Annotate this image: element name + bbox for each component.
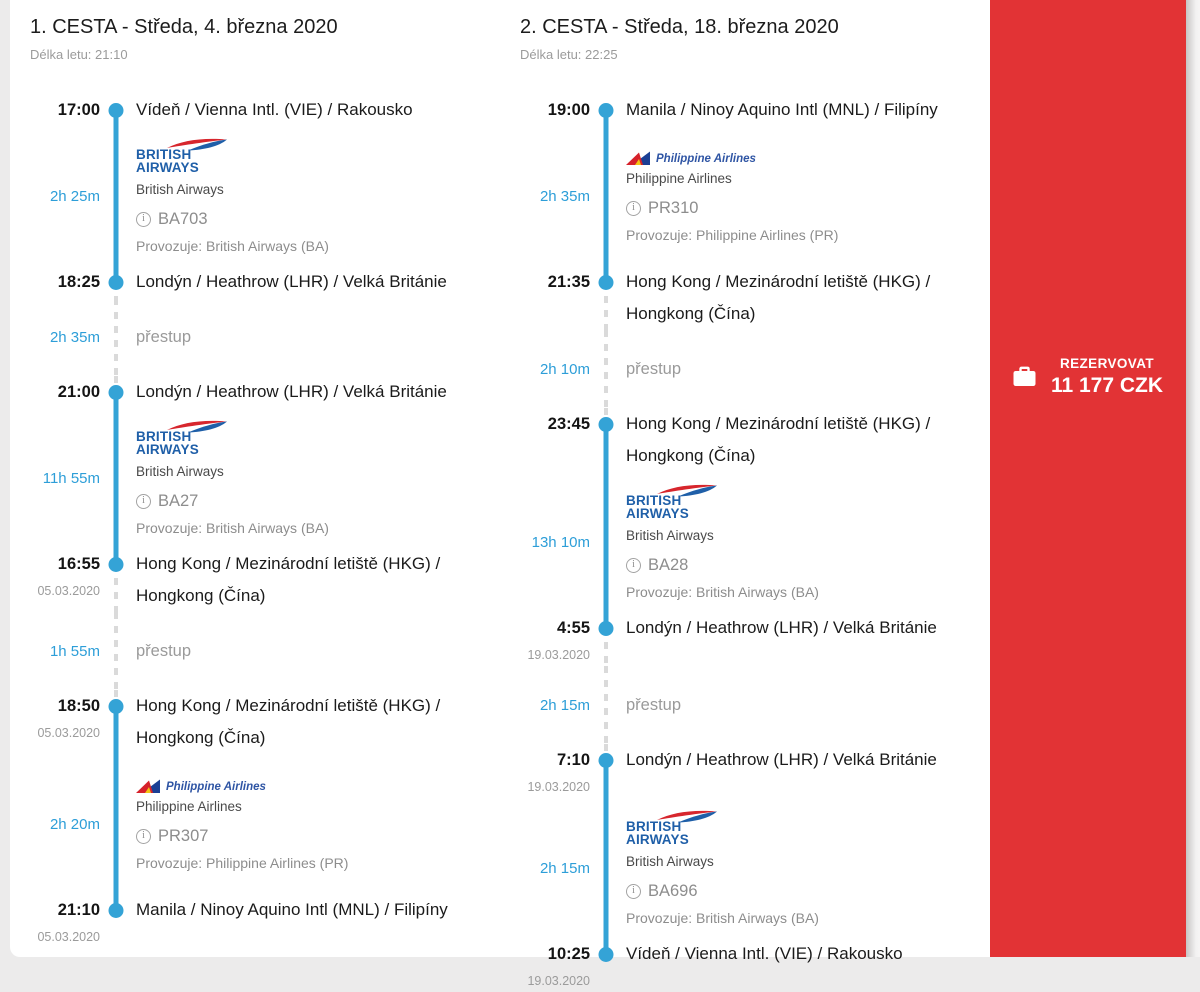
info-icon[interactable]: i (136, 494, 151, 509)
timeline-station-row (520, 744, 980, 798)
timeline-dot (109, 699, 124, 714)
flight-operator: Provozuje: Philippine Airlines (PR) (626, 226, 839, 243)
timeline-station-row (520, 938, 980, 992)
airline-name: British Airways (136, 181, 224, 197)
flight-duration: 13h 10m (531, 533, 590, 551)
flight-segment-row (520, 472, 980, 612)
station-name: Londýn / Heathrow (LHR) / Velká Británie (136, 272, 447, 291)
flight-segment-row (30, 126, 490, 266)
station-date: 19.03.2020 (527, 780, 590, 794)
flight-duration: 11h 55m (42, 469, 100, 487)
timeline-dot (599, 947, 614, 962)
timeline-station-row (520, 266, 980, 330)
station-time: 17:00 (57, 101, 100, 119)
info-icon[interactable]: i (626, 884, 641, 899)
timeline (30, 94, 490, 948)
station-date: 19.03.2020 (527, 648, 590, 662)
station-time: 21:10 (57, 901, 100, 919)
station-date: 05.03.2020 (37, 584, 100, 598)
british-airways-logo-icon: BRITISH AIRWAYS (136, 137, 246, 177)
transfer-row (520, 330, 980, 408)
station-time: 19:00 (547, 101, 590, 119)
timeline-station-row (30, 548, 490, 612)
station-time: 21:35 (547, 273, 590, 291)
flight-segment-row (520, 126, 980, 266)
station-time: 18:50 (57, 697, 100, 715)
journey-title: 1. CESTA - Středa, 4. března 2020 (30, 16, 338, 38)
timeline-dot (599, 103, 614, 118)
transfer-row (520, 666, 980, 744)
flight-number: BA28 (648, 555, 689, 574)
transfer-label: přestup (136, 641, 192, 660)
timeline-station-row (30, 376, 490, 408)
station-date: 19.03.2020 (527, 974, 590, 988)
timeline-dot (599, 753, 614, 768)
timeline-dot (599, 417, 614, 432)
station-name: Manila / Ninoy Aquino Intl (MNL) / Filipíny (626, 100, 938, 119)
flight-duration: 2h 20m (49, 815, 100, 833)
station-name: Hong Kong / Mezinárodní letiště (HKG) / Hongkong (Čína) (626, 414, 931, 465)
flight-operator: Provozuje: British Airways (BA) (136, 237, 329, 254)
flight-operator: Provozuje: British Airways (BA) (136, 519, 329, 536)
station-time: 23:45 (547, 415, 590, 433)
journey-total-duration: Délka letu: 22:25 (520, 47, 618, 62)
philippine-airlines-logo-icon: Philippine Airlines (136, 776, 490, 794)
flight-segment-row (520, 798, 980, 938)
timeline-dot (599, 621, 614, 636)
flight-duration: 2h 35m (539, 187, 590, 205)
timeline (520, 94, 980, 992)
station-time: 10:25 (547, 945, 590, 963)
transfer-label: přestup (136, 327, 192, 346)
timeline-station-row (30, 690, 490, 754)
british-airways-logo-icon: BRITISH AIRWAYS (626, 483, 736, 523)
info-icon[interactable]: i (626, 558, 641, 573)
airline-name: Philippine Airlines (136, 798, 242, 814)
transfer-row (30, 298, 490, 376)
transfer-duration: 1h 55m (49, 642, 100, 660)
station-date: 05.03.2020 (37, 930, 100, 944)
station-date: 05.03.2020 (37, 726, 100, 740)
flight-number: BA696 (648, 881, 698, 900)
timeline-station-row (30, 894, 490, 948)
station-name: Hong Kong / Mezinárodní letiště (HKG) / Hongkong (Čína) (626, 272, 931, 323)
timeline-station-row (30, 94, 490, 126)
flight-number: BA703 (158, 209, 208, 228)
station-name: Londýn / Heathrow (LHR) / Velká Británie (626, 750, 937, 769)
transfer-duration: 2h 35m (49, 328, 100, 346)
british-airways-logo-icon: BRITISH AIRWAYS (626, 809, 736, 849)
timeline-station-row (520, 612, 980, 666)
flight-duration: 2h 15m (539, 859, 590, 877)
station-time: 18:25 (57, 273, 100, 291)
journey-total-duration: Délka letu: 21:10 (30, 47, 128, 62)
flight-number: PR310 (648, 198, 699, 217)
page-edge-shadow (1186, 0, 1200, 957)
philippine-airlines-logo-icon: Philippine Airlines (626, 148, 980, 166)
briefcase-icon (1013, 367, 1036, 387)
timeline-station-row (30, 266, 490, 298)
timeline-dot (109, 103, 124, 118)
airline-name: British Airways (626, 853, 714, 869)
flight-operator: Provozuje: British Airways (BA) (626, 909, 819, 926)
journeys (30, 14, 980, 988)
itinerary-card (10, 0, 990, 988)
station-time: 7:10 (556, 751, 590, 769)
info-icon[interactable]: i (136, 212, 151, 227)
airline-name: British Airways (136, 463, 224, 479)
station-name: Vídeň / Vienna Intl. (VIE) / Rakousko (626, 944, 903, 963)
timeline-dot (109, 903, 124, 918)
timeline-dot (109, 275, 124, 290)
timeline-dot (109, 557, 124, 572)
station-time: 21:00 (57, 383, 100, 401)
flight-segment-row (30, 754, 490, 894)
booking-price: 11 177 CZK (1050, 374, 1164, 397)
transfer-label: přestup (626, 695, 682, 714)
airline-name: British Airways (626, 527, 714, 543)
station-name: Hong Kong / Mezinárodní letiště (HKG) / Hongkong (Čína) (136, 696, 441, 747)
station-time: 16:55 (57, 555, 100, 573)
info-icon[interactable]: i (626, 201, 641, 216)
journey-title: 2. CESTA - Středa, 18. března 2020 (520, 16, 839, 38)
booking-inner (990, 355, 1186, 399)
transfer-row (30, 612, 490, 690)
station-name: Londýn / Heathrow (LHR) / Velká Británie (626, 618, 937, 637)
airline-name: Philippine Airlines (626, 170, 732, 186)
flight-number: PR307 (158, 826, 209, 845)
station-name: Manila / Ninoy Aquino Intl (MNL) / Filipíny (136, 900, 448, 919)
rezervovat-button[interactable] (990, 0, 1186, 957)
flight-operator: Provozuje: Philippine Airlines (PR) (136, 854, 349, 871)
station-name: Londýn / Heathrow (LHR) / Velká Británie (136, 382, 447, 401)
flight-duration: 2h 25m (49, 187, 100, 205)
timeline-station-row (520, 408, 980, 472)
station-time: 4:55 (556, 619, 590, 637)
transfer-duration: 2h 10m (539, 360, 590, 378)
timeline-station-row (520, 94, 980, 126)
timeline-dot (599, 275, 614, 290)
flight-operator: Provozuje: British Airways (BA) (626, 583, 819, 600)
journey-column (520, 14, 980, 988)
timeline-dot (109, 385, 124, 400)
booking-label: REZERVOVAT (1059, 356, 1154, 371)
flight-number: BA27 (158, 491, 199, 510)
transfer-label: přestup (626, 359, 682, 378)
station-name: Hong Kong / Mezinárodní letiště (HKG) / Hongkong (Čína) (136, 554, 441, 605)
station-name: Vídeň / Vienna Intl. (VIE) / Rakousko (136, 100, 413, 119)
info-icon[interactable]: i (136, 829, 151, 844)
journey-column (30, 14, 490, 957)
flight-segment-row (30, 408, 490, 548)
transfer-duration: 2h 15m (539, 696, 590, 714)
british-airways-logo-icon: BRITISH AIRWAYS (136, 419, 246, 459)
